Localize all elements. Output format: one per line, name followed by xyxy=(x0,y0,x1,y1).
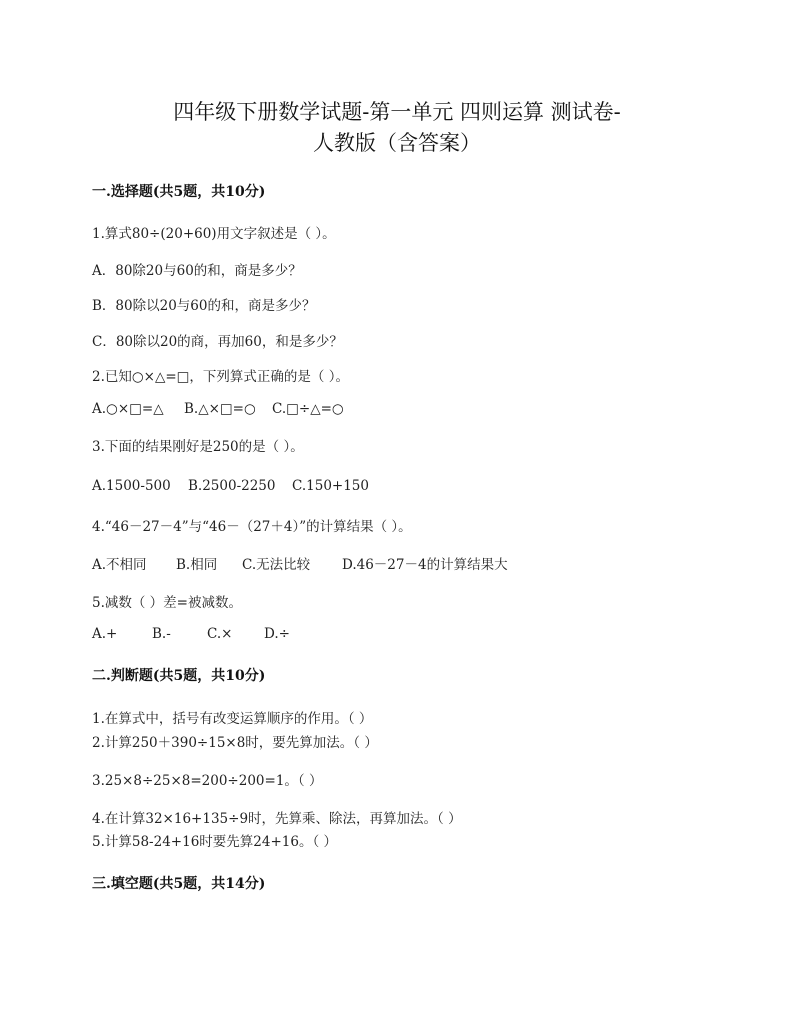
question-5-option-b: B.- xyxy=(152,626,171,642)
question-5-option-d: D.÷ xyxy=(264,626,290,642)
question-4-option-a: A.不相同 xyxy=(92,557,147,573)
question-4: 4.“46－27－4”与“46－（27＋4）”的计算结果（ ）。 xyxy=(92,519,412,535)
question-4-option-b: B.相同 xyxy=(176,557,218,573)
question-3-option-b: B.2500-2250 xyxy=(188,478,276,494)
judgement-4: 4.在计算32×16+135÷9时，先算乘、除法，再算加法。（ ） xyxy=(92,811,462,827)
question-3: 3.下面的结果刚好是250的是（ ）。 xyxy=(92,439,304,455)
question-4-options xyxy=(92,553,508,573)
judgement-2: 2.计算250＋390÷15×8时，要先算加法。（ ） xyxy=(92,735,378,751)
question-5-option-a: A.+ xyxy=(92,626,118,642)
question-1-option-a: A．80除20与60的和，商是多少？ xyxy=(92,263,302,279)
question-1-option-b: B．80除以20与60的和，商是多少？ xyxy=(92,298,316,314)
section-heading-judgement: 二.判断题(共5题，共10分) xyxy=(92,668,266,684)
question-5-options xyxy=(92,626,290,642)
section-heading-choice: 一.选择题(共5题，共10分) xyxy=(92,184,266,200)
judgement-3: 3.25×8÷25×8=200÷200=1。（ ） xyxy=(92,773,323,789)
document-title-line1: 四年级下册数学试题-第一单元 四则运算 测试卷- xyxy=(173,100,621,124)
question-1-option-c: C．80除以20的商，再加60，和是多少？ xyxy=(92,334,343,350)
judgement-1: 1.在算式中，括号有改变运算顺序的作用。（ ） xyxy=(92,711,373,727)
question-5-option-c: C.× xyxy=(207,626,233,642)
question-4-option-c: C.无法比较 xyxy=(242,557,311,573)
question-3-option-a: A.1500-500 xyxy=(92,478,171,494)
question-3-options xyxy=(92,478,369,494)
question-4-option-d: D.46－27－4的计算结果大 xyxy=(342,557,508,573)
question-2-options xyxy=(92,401,344,417)
question-2-option-c: C.□÷△=○ xyxy=(272,401,344,417)
document-title-line2: 人教版（含答案） xyxy=(313,131,481,155)
question-1: 1.算式80÷(20+60)用文字叙述是（ ）。 xyxy=(92,226,336,242)
question-5: 5.减数（ ）差=被减数。 xyxy=(92,595,242,611)
question-3-option-c: C.150+150 xyxy=(292,478,369,494)
question-2: 2.已知○×△=□，下列算式正确的是（ ）。 xyxy=(92,369,349,385)
question-2-option-a: A.○×□=△ xyxy=(92,401,164,417)
question-2-option-b: B.△×□=○ xyxy=(184,401,256,417)
section-heading-fill-in: 三.填空题(共5题，共14分) xyxy=(92,876,266,892)
judgement-5: 5.计算58-24+16时要先算24+16。（ ） xyxy=(92,834,337,850)
